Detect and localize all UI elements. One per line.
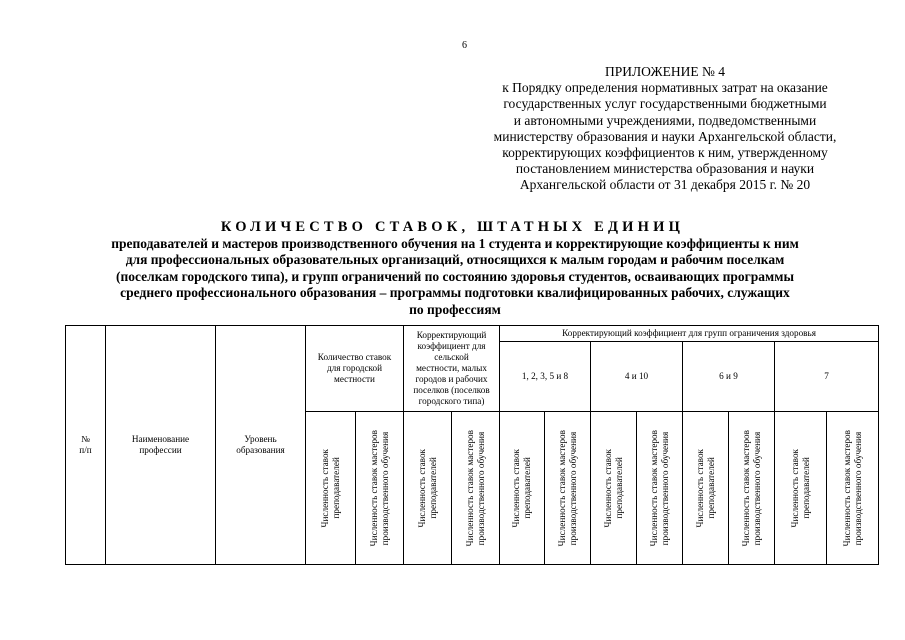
subheader-masters-group-b: Численность ставок мастеров производственного обучения: [637, 412, 683, 565]
health-group-7: 7: [775, 342, 879, 412]
health-group-4-10: 4 и 10: [591, 342, 683, 412]
subheader-teachers-rural: Численность ставок преподавателей: [404, 412, 452, 565]
header-health-coefficient: Корректирующий коэффициент для групп ограничения здоровья: [500, 326, 879, 342]
appendix-line: министерству образования и науки Архангельской области,: [493, 128, 837, 144]
appendix-line: корректирующих коэффициентов к ним, утвержденному: [502, 145, 828, 161]
subtitle-line: преподавателей и мастеров производственного обучения на 1 студента и корректирующие коэффициенты к ним: [111, 236, 799, 251]
subheader-masters-group-c: Численность ставок мастеров производственного обучения: [729, 412, 775, 565]
staffing-table: [65, 325, 879, 565]
subheader-masters-urban: Численность ставок мастеров производственного обучения: [356, 412, 404, 565]
appendix-line: к Порядку определения нормативных затрат на оказание: [502, 80, 828, 96]
subheader-masters-rural: Численность ставок мастеров производственного обучения: [452, 412, 500, 565]
subtitle-line: по профессиям: [409, 301, 501, 317]
header-urban-rates: Количество ставок для городской местности: [306, 326, 404, 412]
subheader-masters-group-a: Численность ставок мастеров производственного обучения: [545, 412, 591, 565]
subheader-teachers-urban: Численность ставок преподавателей: [306, 412, 356, 565]
subheader-teachers-group-b: Численность ставок преподавателей: [591, 412, 637, 565]
subheader-teachers-group-c: Численность ставок преподавателей: [683, 412, 729, 565]
header-profession-name: Наименование профессии: [106, 326, 216, 565]
page-number: 6: [462, 40, 467, 51]
document-title: КОЛИЧЕСТВО СТАВОК, ШТАТНЫХ ЕДИНИЦ: [220, 219, 685, 235]
appendix-line: постановлением министерства образования и науки: [515, 161, 815, 177]
appendix-line: государственных услуг государственными бюджетными: [503, 96, 827, 112]
subtitle-line: среднего профессионального образования – программы подготовки квалифицированных рабочих, служащих: [120, 285, 790, 301]
appendix-block: [440, 64, 890, 194]
header-education-level: Уровень образования: [216, 326, 306, 565]
header-rural-coefficient: Корректирующий коэффициент для сельской местности, малых городов и рабочих поселков (поселков городского типа): [404, 326, 500, 412]
document-subtitle: [40, 236, 870, 318]
appendix-line: Архангельской области от 31 декабря 2015 г. № 20: [519, 177, 811, 193]
health-group-1-2-3-5-8: 1, 2, 3, 5 и 8: [500, 342, 591, 412]
subtitle-line: (поселкам городского типа), и групп ограничений по состоянию здоровья студентов, осваивающих программы: [116, 268, 794, 284]
subheader-teachers-group-a: Численность ставок преподавателей: [500, 412, 545, 565]
subheader-masters-group-d: Численность ставок мастеров производственного обучения: [827, 412, 879, 565]
health-group-6-9: 6 и 9: [683, 342, 775, 412]
header-number: № п/п: [66, 326, 106, 565]
appendix-line: и автономными учреждениями, подведомственными: [513, 112, 817, 128]
appendix-heading: ПРИЛОЖЕНИЕ № 4: [604, 64, 726, 79]
subtitle-line: для профессиональных образовательных организаций, относящихся к малым городам и рабочим поселкам: [125, 252, 785, 268]
subheader-teachers-group-d: Численность ставок преподавателей: [775, 412, 827, 565]
